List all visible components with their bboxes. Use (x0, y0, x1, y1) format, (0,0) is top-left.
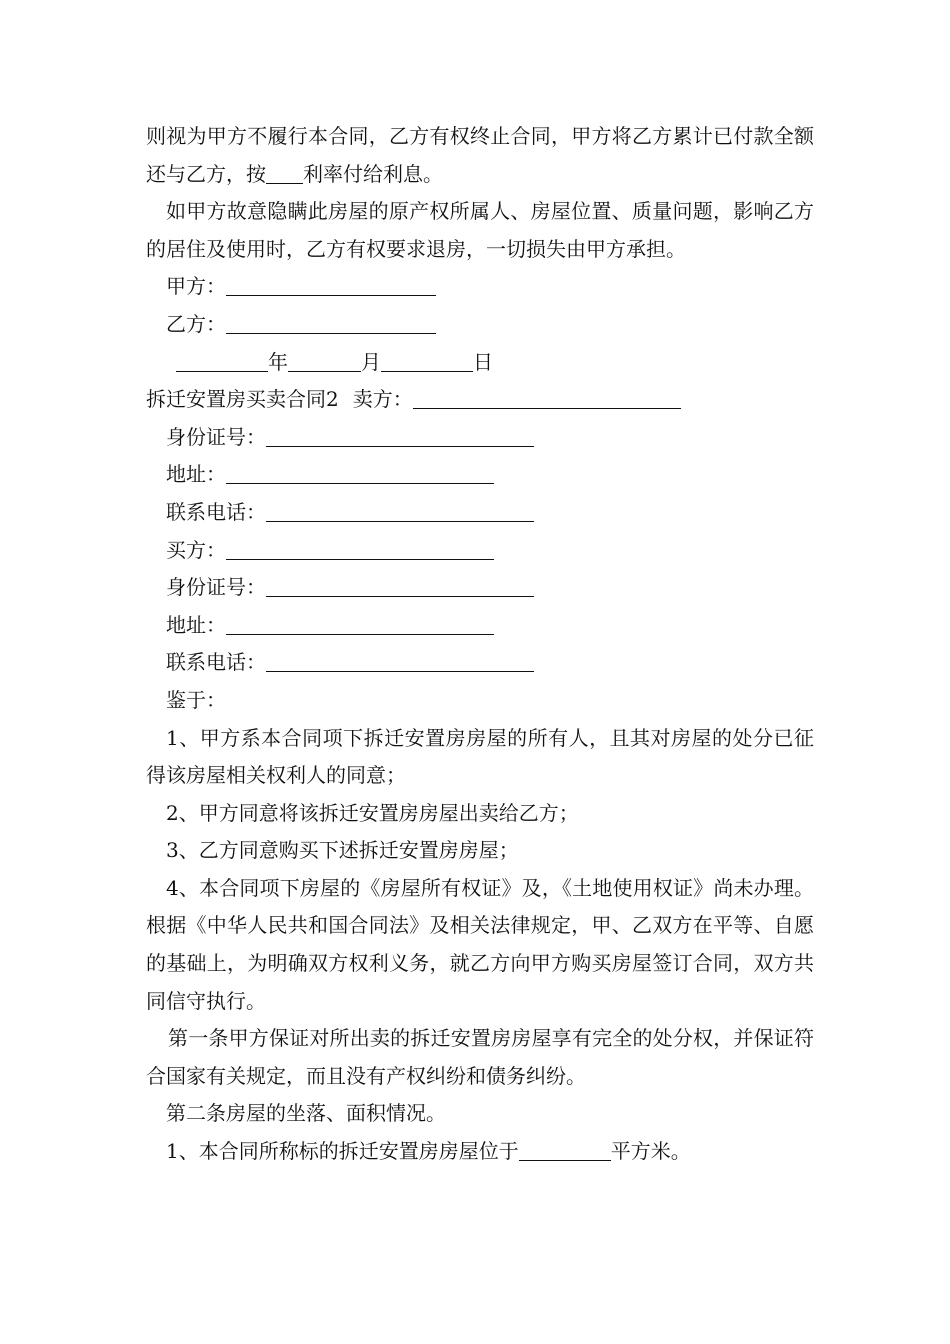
party-b-blank (226, 311, 436, 334)
article-1: 第一条甲方保证对所出卖的拆迁安置房房屋享有完全的处分权，并保证符合国家有关规定，而且没有产权纠纷和债务纠纷。 (146, 1026, 814, 1088)
contract2-title: 拆迁安置房买卖合同2 (146, 387, 339, 412)
seller-address-field (146, 456, 814, 494)
seller-phone-blank (266, 499, 534, 522)
buyer-phone-label: 联系电话： (166, 650, 266, 675)
buyer-id-field (146, 569, 814, 607)
party-b-label: 乙方： (166, 311, 226, 336)
paragraph-text: 则视为甲方不履行本合同，乙方有权终止合同，甲方将乙方累计已付款全额还与乙方，按 (146, 124, 814, 186)
seller-address-blank (226, 461, 494, 484)
day-blank (381, 349, 473, 372)
seller-address-label: 地址： (166, 462, 226, 487)
seller-id-label: 身份证号： (166, 424, 266, 449)
whereas-item-4: 4、本合同项下房屋的《房屋所有权证》及，《土地使用权证》尚未办理。根据《中华人民共和国合同法》及相关法律规定，甲、乙双方在平等、自愿的基础上，为明确双方权利义务，就乙方向甲方购买房屋签订合同，双方共同信守执行。 (146, 875, 814, 1013)
whereas-item-1: 1、甲方系本合同项下拆迁安置房房屋的所有人，且其对房屋的处分已征得该房屋相关权利人的同意； (146, 725, 814, 788)
month-label: 月 (361, 349, 381, 374)
buyer-address-label: 地址： (166, 612, 226, 637)
day-label: 日 (473, 349, 493, 374)
party-a-label: 甲方： (166, 274, 226, 299)
seller-id-blank (266, 424, 534, 447)
paragraph-refund-terms (146, 118, 814, 193)
interest-rate-blank (266, 161, 303, 184)
month-blank (288, 349, 361, 372)
whereas-item-2: 2、甲方同意将该拆迁安置房房屋出卖给乙方； (166, 800, 579, 825)
buyer-field (146, 532, 814, 570)
signature-party-b (146, 306, 814, 344)
paragraph-text: 1、本合同所称标的拆迁安置房房屋位于 (166, 1139, 519, 1164)
year-blank (176, 349, 268, 372)
signature-party-a (146, 268, 814, 306)
buyer-id-blank (266, 574, 534, 597)
contract2-title-line (146, 381, 814, 419)
seller-phone-field (146, 494, 814, 532)
buyer-id-label: 身份证号： (166, 575, 266, 600)
buyer-phone-blank (266, 649, 534, 672)
seller-label: 卖方： (352, 387, 413, 412)
party-a-blank (226, 273, 436, 296)
year-label: 年 (268, 349, 288, 374)
date-line (146, 344, 814, 382)
area-blank (519, 1138, 611, 1161)
buyer-phone-field (146, 644, 814, 682)
whereas-heading: 鉴于： (166, 687, 226, 712)
document-body (146, 118, 814, 1171)
buyer-label: 买方： (166, 537, 226, 562)
paragraph-text: 利率付给利息。 (303, 161, 443, 186)
article-2: 第二条房屋的坐落、面积情况。 (166, 1101, 446, 1126)
buyer-address-field (146, 607, 814, 645)
seller-blank (413, 386, 681, 409)
article-2-item-1 (146, 1133, 814, 1171)
buyer-address-blank (226, 612, 494, 635)
seller-id-field (146, 419, 814, 457)
buyer-blank (226, 537, 494, 560)
whereas-item-3: 3、乙方同意购买下述拆迁安置房房屋； (166, 838, 519, 863)
paragraph-text: 平方米。 (610, 1139, 691, 1164)
paragraph-concealment: 如甲方故意隐瞒此房屋的原产权所属人、房屋位置、质量问题，影响乙方的居住及使用时，乙方有权要求退房，一切损失由甲方承担。 (146, 199, 814, 261)
seller-phone-label: 联系电话： (166, 499, 266, 524)
